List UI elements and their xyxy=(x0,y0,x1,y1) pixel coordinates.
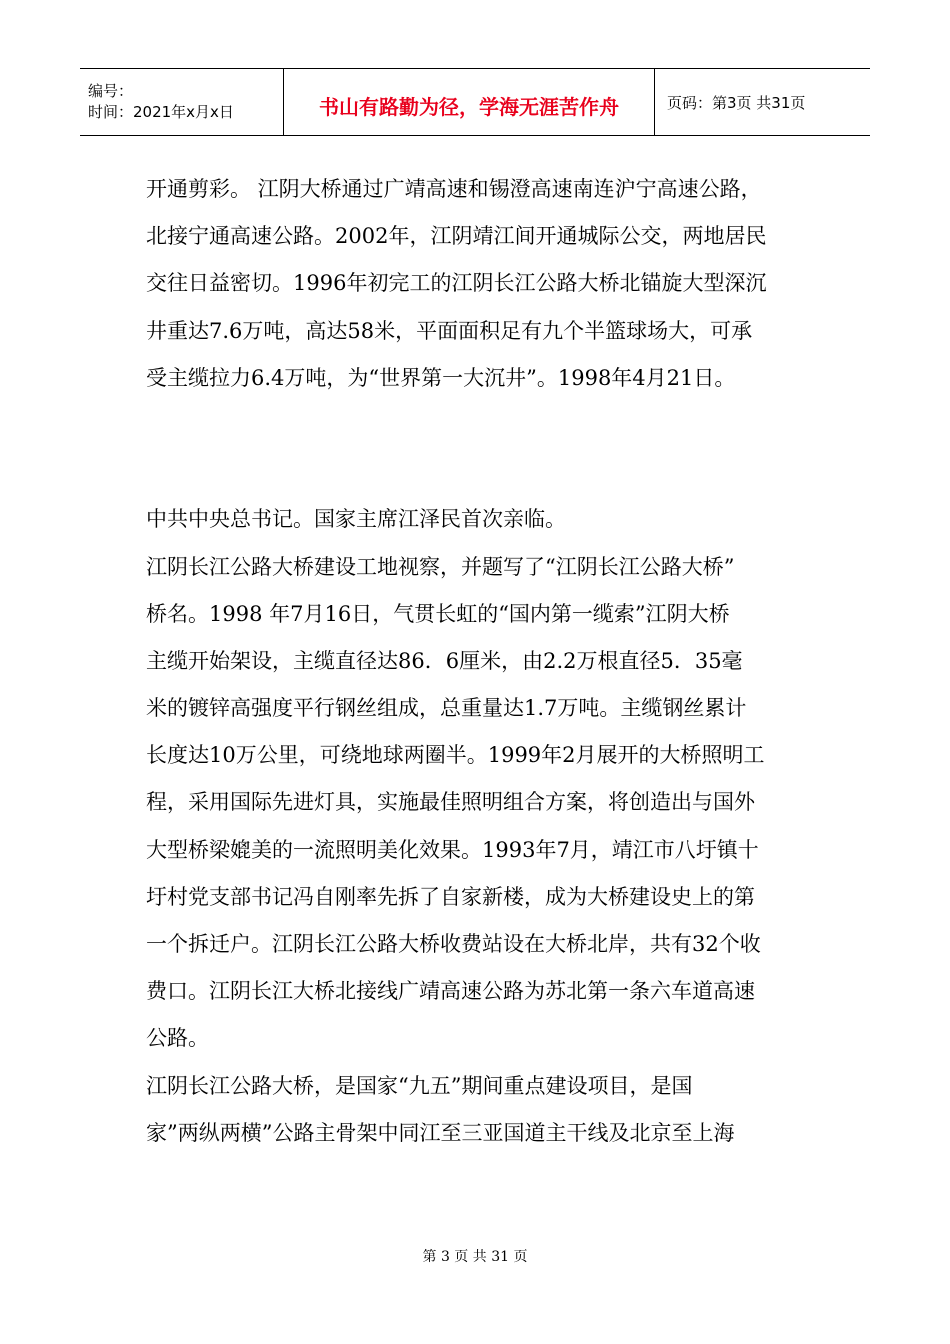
blank-line xyxy=(146,402,810,449)
body-text-line: 大型桥梁媲美的一流照明美化效果。1993年7月，靖江市八圩镇十 xyxy=(146,837,759,862)
document-number-label: 编号： xyxy=(88,82,134,100)
header-page-info xyxy=(655,69,870,135)
body-text-line: 程，采用国际先进灯具，实施最佳照明组合方案，将创造出与国外 xyxy=(146,790,755,815)
body-text-line: 公路。 xyxy=(146,1026,209,1051)
body-text-line: 江阴长江公路大桥建设工地视察，并题写了“江阴长江公路大桥” xyxy=(146,554,735,579)
document-header xyxy=(80,68,870,136)
body-text-line: 北接宁通高速公路。2002年，江阴靖江间开通城际公交，两地居民 xyxy=(146,224,767,249)
body-text-line: 主缆开始架设，主缆直径达86．6厘米，由2.2万根直径5．35毫 xyxy=(146,648,743,673)
body-text-line: 受主缆拉力6.4万吨，为“世界第一大沉井”。1998年4月21日。 xyxy=(146,365,736,390)
blank-line xyxy=(146,449,810,496)
body-text-line: 江阴长江公路大桥，是国家“九五”期间重点建设项目，是国 xyxy=(146,1073,693,1098)
header-motto xyxy=(283,69,655,135)
motto-text: 书山有路勤为径，学海无涯苦作舟 xyxy=(319,94,619,119)
body-text-line: 桥名。1998 年7月16日，气贯长虹的“国内第一缆索”江阴大桥 xyxy=(146,601,730,626)
header-page-label: 页码：第3页 共31页 xyxy=(667,93,806,112)
document-body xyxy=(146,166,810,1157)
body-text-line: 费口。江阴长江大桥北接线广靖高速公路为苏北第一条六车道高速 xyxy=(146,979,755,1004)
header-meta xyxy=(80,69,283,135)
body-text-line: 中共中央总书记。国家主席江泽民首次亲临。 xyxy=(146,507,566,532)
page-footer: 第 3 页 共 31 页 xyxy=(422,1249,528,1265)
body-text-line: 家”两纵两横”公路主骨架中同江至三亚国道主干线及北京至上海 xyxy=(146,1120,735,1145)
body-text-line: 米的镀锌高强度平行钢丝组成，总重量达1.7万吨。主缆钢丝累计 xyxy=(146,696,747,721)
body-text-line: 圩村党支部书记冯自刚率先拆了自家新楼，成为大桥建设史上的第 xyxy=(146,884,755,909)
body-text-line: 一个拆迁户。江阴长江公路大桥收费站设在大桥北岸，共有32个收 xyxy=(146,932,761,956)
body-text-line: 井重达7.6万吨，高达58米，平面面积足有九个半篮球场大，可承 xyxy=(146,318,753,343)
body-text-line: 长度达10万公里，可绕地球两圈半。1999年2月展开的大桥照明工 xyxy=(146,743,765,768)
body-text-line: 交往日益密切。1996年初完工的江阴长江公路大桥北锚旋大型深沉 xyxy=(146,271,767,296)
document-time-label: 时间：2021年x月x日 xyxy=(88,103,234,121)
body-text-line: 开通剪彩。 江阴大桥通过广靖高速和锡澄高速南连沪宁高速公路， xyxy=(146,177,762,201)
